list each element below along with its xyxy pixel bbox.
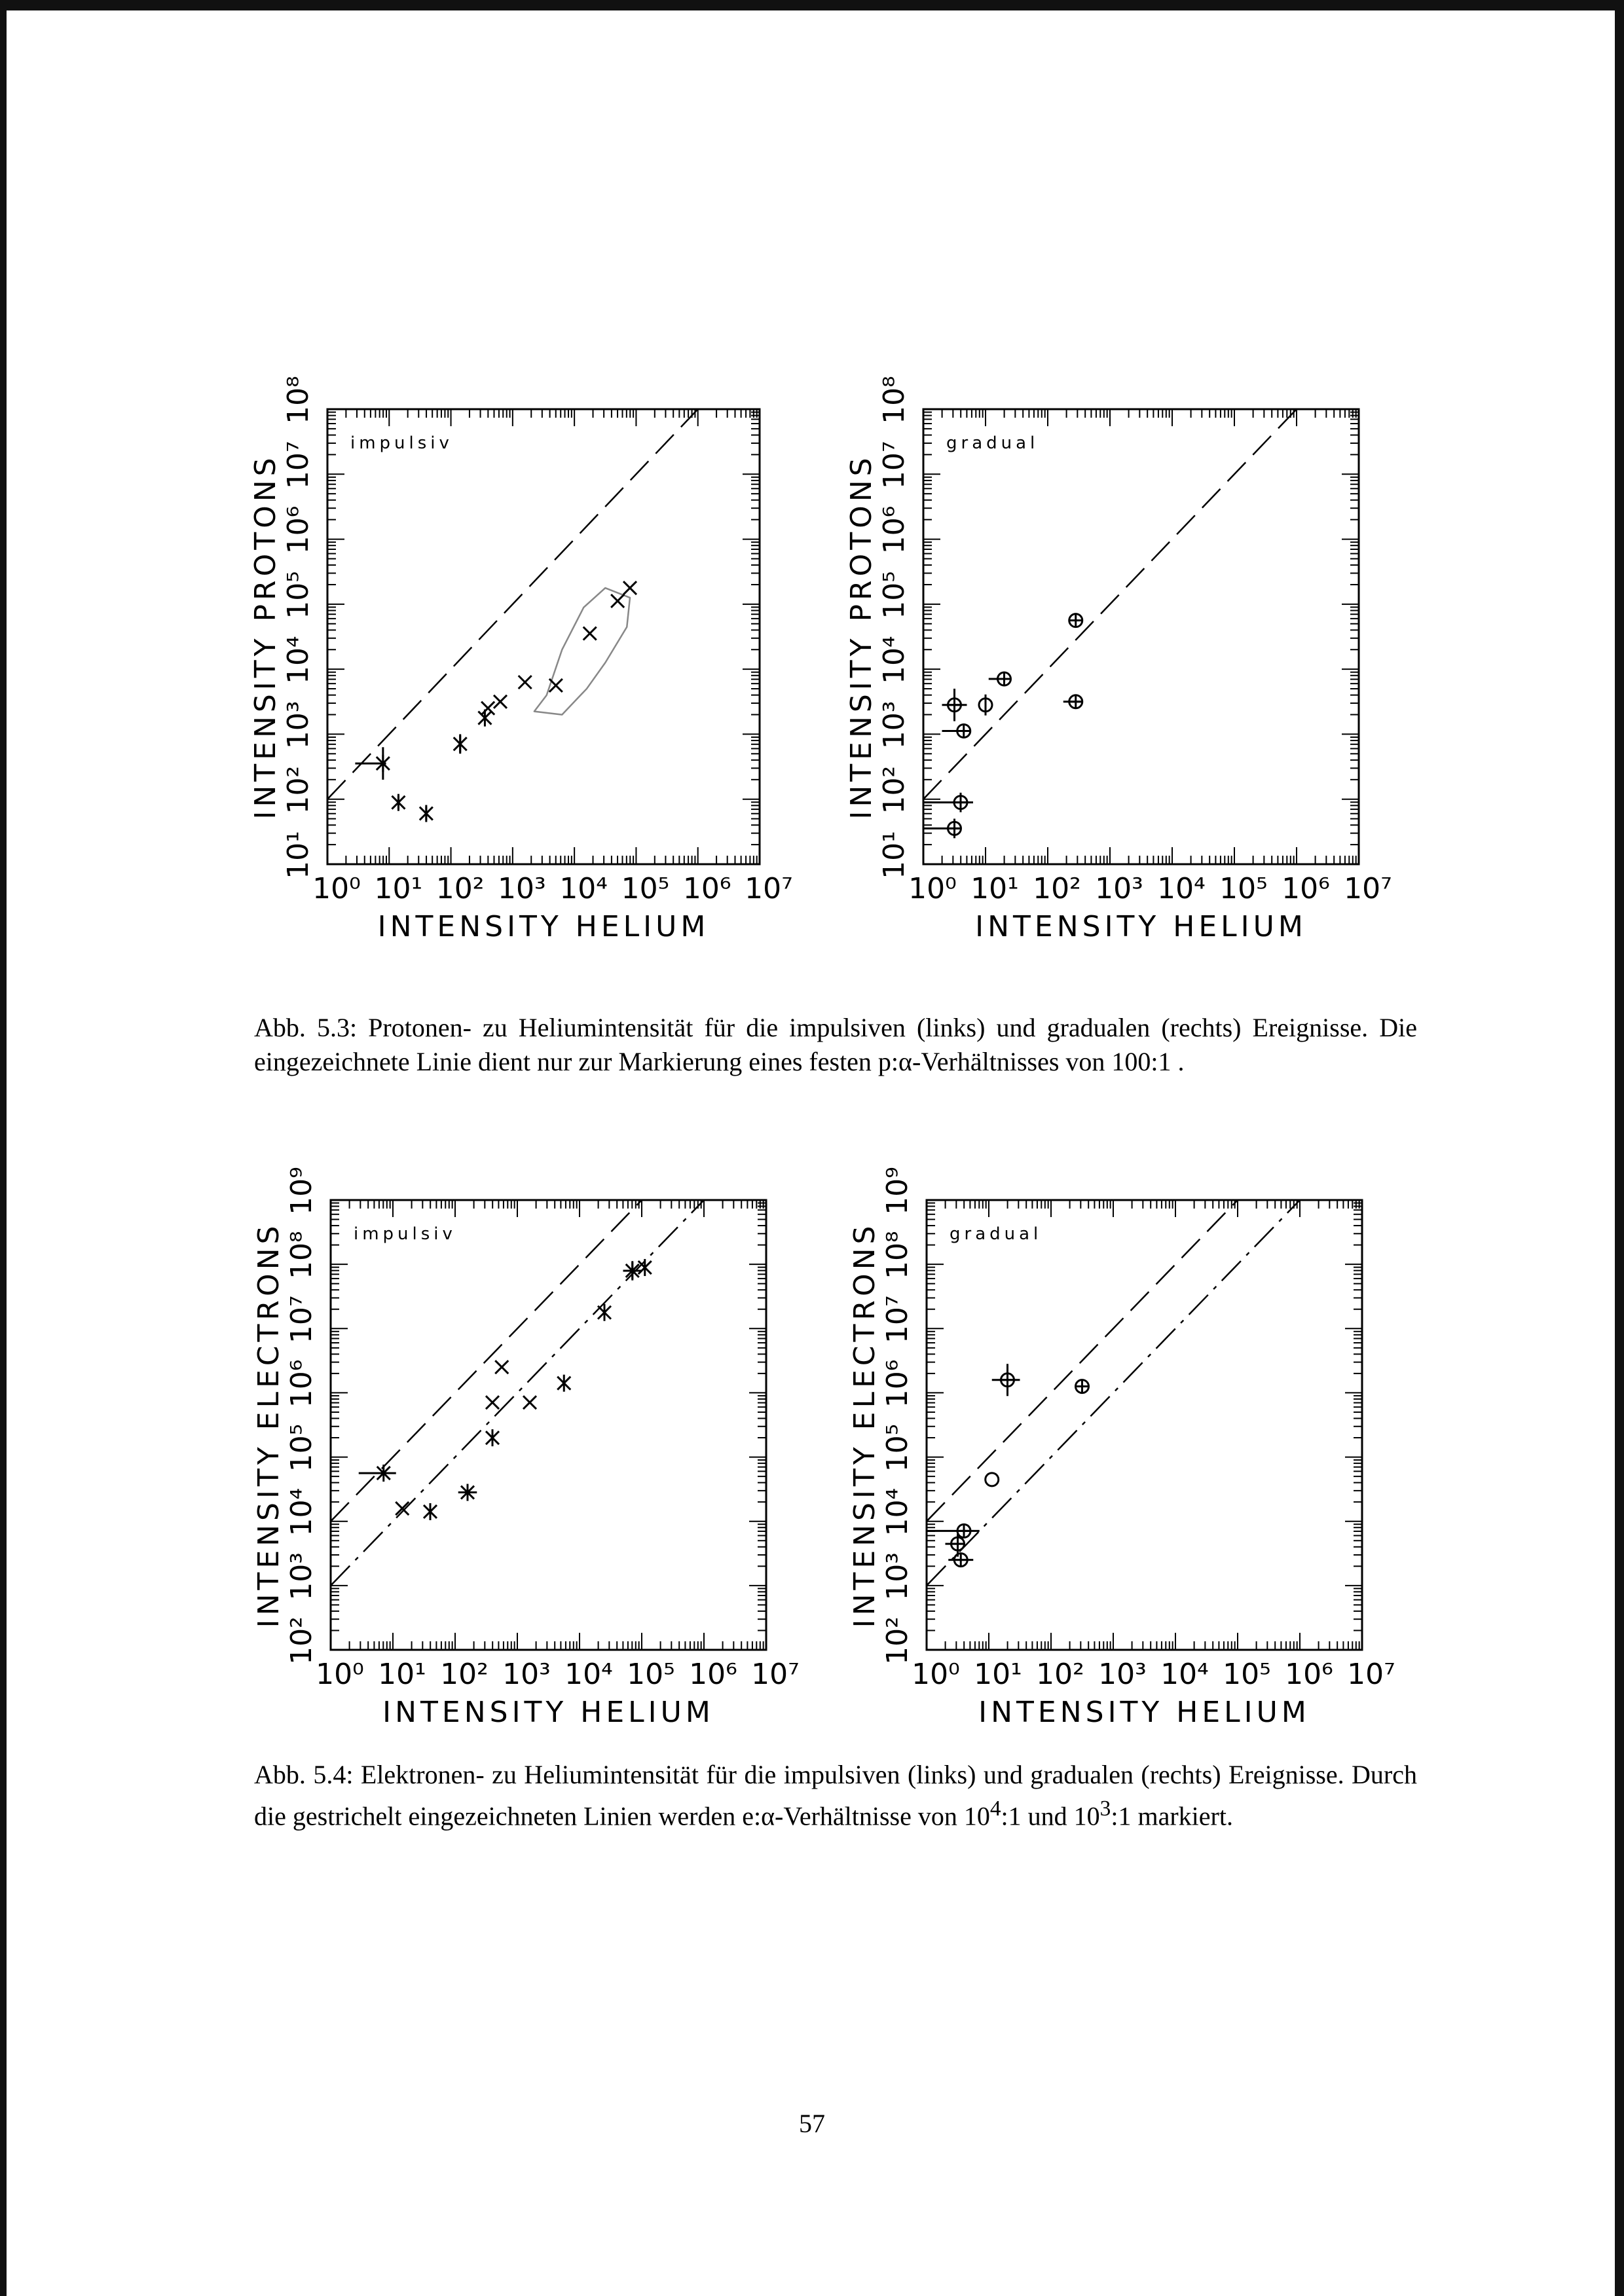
y-tick-label: 10⁷ — [282, 441, 315, 490]
x-axis-title: INTENSITY HELIUM — [377, 910, 710, 943]
x-tick-label: 10⁷ — [745, 872, 793, 905]
x-tick-label: 10⁴ — [564, 1658, 613, 1691]
chart-panel-1 — [249, 344, 793, 943]
data-point — [583, 627, 597, 640]
data-point — [942, 724, 970, 737]
y-tick-label: 10² — [285, 1616, 318, 1665]
y-tick-label: 10⁸ — [285, 1231, 318, 1279]
data-point — [979, 695, 992, 716]
y-tick-label: 10⁵ — [285, 1423, 318, 1472]
x-axis-title: INTENSITY HELIUM — [978, 1696, 1310, 1729]
caption-text-end: :1 markiert. — [1111, 1801, 1233, 1831]
reference-line — [923, 344, 1359, 799]
x-tick-label: 10⁵ — [1223, 1658, 1271, 1691]
reference-line — [331, 1072, 766, 1522]
y-tick-label: 10³ — [877, 701, 911, 750]
data-point — [481, 702, 494, 715]
x-tick-label: 10² — [1036, 1658, 1084, 1691]
x-tick-label: 10⁶ — [682, 872, 731, 905]
data-point — [494, 695, 507, 708]
data-point — [1076, 1380, 1089, 1393]
x-tick-label: 10¹ — [374, 872, 423, 905]
y-axis-title: INTENSITY PROTONS — [249, 454, 282, 820]
data-point — [495, 1360, 508, 1374]
x-tick-label: 10⁷ — [1344, 872, 1392, 905]
data-point — [638, 1259, 652, 1276]
x-axis-title: INTENSITY HELIUM — [382, 1696, 714, 1729]
data-point — [948, 1554, 973, 1567]
y-tick-label: 10⁴ — [877, 636, 911, 684]
data-point — [923, 819, 961, 839]
x-tick-label: 10³ — [502, 1658, 551, 1691]
y-tick-label: 10⁴ — [282, 636, 315, 684]
x-tick-label: 10⁰ — [312, 872, 361, 905]
x-tick-label: 10³ — [1098, 1658, 1147, 1691]
y-tick-label: 10⁹ — [285, 1167, 318, 1215]
y-tick-label: 10⁹ — [881, 1167, 914, 1215]
chart-panel-2 — [845, 344, 1392, 943]
x-tick-label: 10⁶ — [1282, 872, 1330, 905]
data-point — [1063, 695, 1082, 708]
y-tick-label: 10³ — [881, 1552, 914, 1601]
caption-text-part1: Abb. 5.4: Elektronen- zu Heliumintensität für die impulsiven (links) und gradualen (rechts) Ereignisse. Durch die gestrichelt eingezeichneten Linien werden e:α-Verhältnisse von — [254, 1760, 1417, 1831]
x-tick-label: 10⁷ — [751, 1658, 800, 1691]
x-tick-label: 10¹ — [970, 872, 1019, 905]
reference-line — [331, 1136, 766, 1586]
x-tick-label: 10⁴ — [1160, 1658, 1209, 1691]
marker — [986, 1473, 999, 1486]
x-tick-label: 10⁷ — [1347, 1658, 1395, 1691]
y-tick-label: 10⁵ — [877, 571, 911, 619]
y-axis-title: INTENSITY ELECTRONS — [252, 1222, 286, 1628]
y-tick-label: 10³ — [282, 701, 315, 750]
data-point — [1069, 614, 1082, 627]
data-point — [420, 805, 433, 822]
y-tick-label: 10¹ — [877, 831, 911, 879]
x-tick-label: 10⁵ — [1219, 872, 1268, 905]
y-tick-label: 10⁶ — [877, 505, 911, 555]
y-tick-label: 10¹ — [282, 831, 315, 879]
x-tick-label: 10⁵ — [621, 872, 670, 905]
reference-line — [327, 344, 760, 799]
data-point — [458, 1484, 477, 1501]
y-axis-title: INTENSITY PROTONS — [845, 454, 878, 820]
panel-label: impulsiv — [350, 433, 453, 453]
page-number: 57 — [799, 2109, 825, 2138]
x-tick-label: 10³ — [1095, 872, 1143, 905]
data-point — [942, 689, 967, 721]
x-tick-label: 10⁶ — [1285, 1658, 1333, 1691]
x-tick-label: 10² — [1033, 872, 1081, 905]
x-tick-label: 10⁴ — [559, 872, 608, 905]
panel-label: gradual — [950, 1224, 1043, 1244]
ratio-base: 10 — [963, 1801, 990, 1831]
y-tick-label: 10³ — [285, 1552, 318, 1601]
x-tick-label: 10⁵ — [627, 1658, 675, 1691]
chart-panel-3 — [252, 1072, 800, 1729]
chart-panel-4 — [848, 1072, 1395, 1729]
y-tick-label: 10⁸ — [877, 376, 911, 424]
x-tick-label: 10⁴ — [1157, 872, 1206, 905]
data-point — [523, 1396, 536, 1409]
highlight-region — [534, 588, 630, 715]
data-point — [486, 1429, 499, 1446]
axis-ticks — [923, 409, 1359, 864]
y-tick-label: 10⁴ — [285, 1487, 318, 1537]
data-point — [549, 679, 563, 692]
data-point — [359, 1465, 396, 1482]
y-tick-label: 10⁷ — [881, 1295, 914, 1344]
x-tick-label: 10⁰ — [316, 1658, 364, 1691]
y-tick-label: 10² — [282, 765, 315, 814]
x-tick-label: 10³ — [498, 872, 546, 905]
y-tick-label: 10⁵ — [881, 1423, 914, 1472]
data-point — [392, 794, 405, 811]
plot-frame — [927, 1200, 1362, 1650]
reference-line — [927, 1136, 1362, 1586]
caption-fig-5-4 — [254, 1758, 1417, 1833]
y-tick-label: 10² — [877, 765, 911, 814]
y-tick-label: 10⁶ — [285, 1359, 318, 1408]
y-tick-label: 10⁸ — [282, 376, 315, 424]
data-point — [396, 1502, 409, 1515]
reference-line — [927, 1072, 1362, 1522]
data-point — [454, 734, 467, 754]
y-tick-label: 10⁶ — [282, 505, 315, 555]
data-point — [623, 581, 637, 594]
y-tick-label: 10⁴ — [881, 1487, 914, 1537]
ratio-base: 10 — [1073, 1801, 1100, 1831]
y-tick-label: 10² — [881, 1616, 914, 1665]
data-point — [424, 1503, 437, 1520]
y-tick-label: 10⁷ — [285, 1295, 318, 1344]
ratio-exponent: 3 — [1099, 1796, 1111, 1821]
y-axis-title: INTENSITY ELECTRONS — [848, 1222, 881, 1628]
caption-fig-5-3 — [254, 1011, 1417, 1079]
x-tick-label: 10¹ — [974, 1658, 1022, 1691]
plot-frame — [923, 409, 1359, 864]
y-tick-label: 10⁶ — [881, 1359, 914, 1408]
data-point — [623, 1261, 642, 1280]
ratio-exponent: 4 — [989, 1796, 1001, 1821]
panel-label: gradual — [946, 433, 1039, 453]
x-tick-label: 10⁰ — [908, 872, 957, 905]
axis-ticks — [331, 1200, 766, 1650]
x-tick-label: 10¹ — [378, 1658, 426, 1691]
x-axis-title: INTENSITY HELIUM — [975, 910, 1307, 943]
panel-label: impulsiv — [354, 1224, 456, 1244]
data-point — [986, 1473, 999, 1486]
data-point — [486, 1396, 499, 1409]
data-point — [557, 1375, 570, 1392]
data-point — [989, 672, 1011, 685]
y-tick-label: 10⁸ — [881, 1231, 914, 1279]
x-tick-label: 10² — [435, 872, 485, 905]
y-tick-label: 10⁷ — [877, 441, 911, 490]
data-point — [598, 1304, 611, 1321]
data-point — [992, 1364, 1020, 1396]
data-point — [611, 594, 624, 608]
x-tick-label: 10⁰ — [912, 1658, 960, 1691]
y-tick-label: 10⁵ — [282, 571, 315, 619]
x-tick-label: 10² — [440, 1658, 489, 1691]
caption-text: Abb. 5.3: Protonen- zu Heliumintensität für die impulsiven (links) und gradualen (rechts) Ereignisse. Die eingezeichnete Linie dient nur zur Markierung eines festen p:α-Verhältnisses von 100:1 . — [254, 1013, 1417, 1076]
data-point — [519, 676, 532, 689]
axis-ticks — [927, 1200, 1362, 1650]
data-point — [355, 747, 389, 780]
plot-frame — [331, 1200, 766, 1650]
x-tick-label: 10⁶ — [689, 1658, 737, 1691]
caption-text-mid: :1 und — [1001, 1801, 1074, 1831]
